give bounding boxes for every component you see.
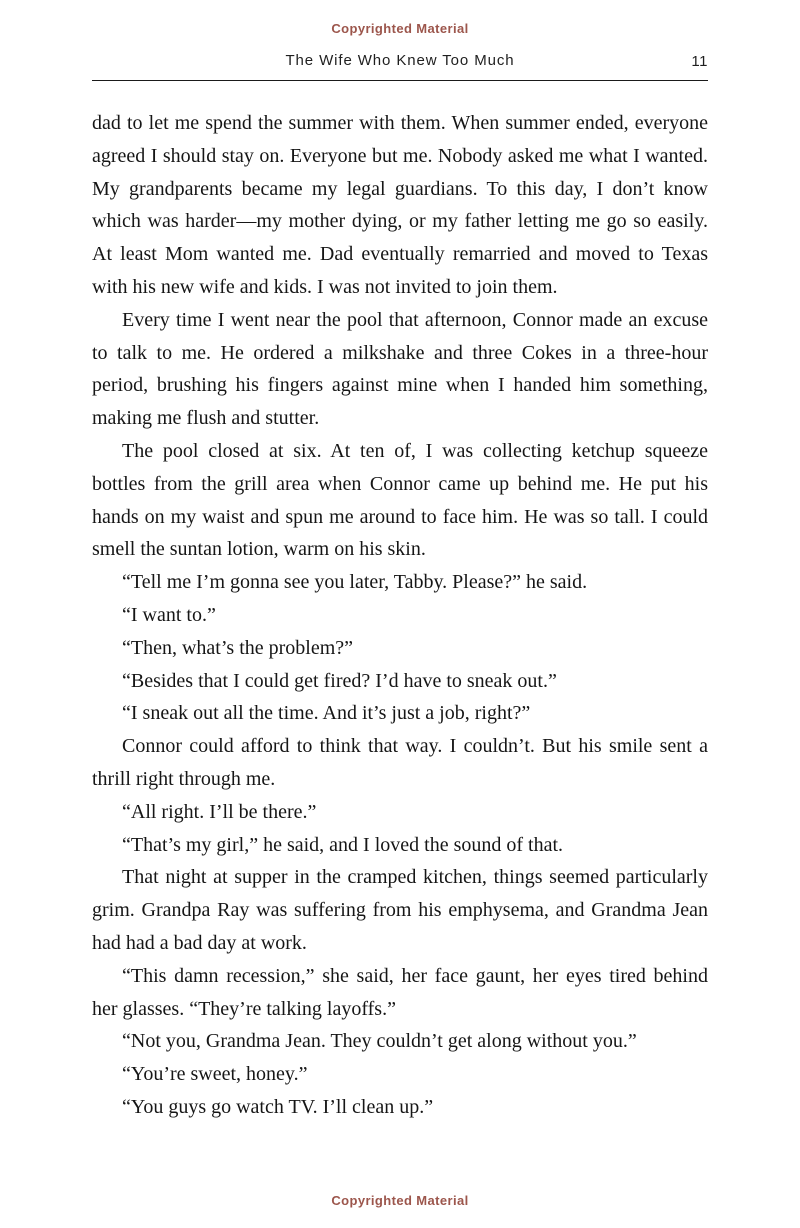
- paragraph: “Tell me I’m gonna see you later, Tabby. Please?” he said.: [122, 571, 588, 594]
- paragraph: “Then, what’s the problem?”: [122, 636, 354, 659]
- paragraph: “Not you, Grandma Jean. They couldn’t get along without you.”: [122, 1030, 637, 1053]
- copyright-notice-top: Copyrighted Material: [331, 21, 469, 36]
- paragraph: Connor could afford to think that way. I couldn’t. But his smile sent a thrill right through me.: [92, 735, 708, 790]
- paragraph: “Besides that I could get fired? I’d have to sneak out.”: [122, 669, 557, 692]
- paragraph: “All right. I’ll be there.”: [122, 800, 317, 823]
- paragraph: “This damn recession,” she said, her face gaunt, her eyes tired behind her glasses. “They’re talking layoffs.”: [92, 964, 708, 1020]
- body-text: [92, 107, 708, 1124]
- running-head-title: The Wife Who Knew Too Much: [285, 52, 515, 69]
- paragraph: The pool closed at six. At ten of, I was collecting ketchup squeeze bottles from the grill area when Connor came up behind me. He put his hands on my waist and spun me around to face him. He was so tall. I could smell the suntan lotion, warm on his skin.: [92, 439, 708, 561]
- copyright-notice-bottom: Copyrighted Material: [331, 1193, 469, 1208]
- paragraph: “I want to.”: [122, 603, 216, 626]
- page-header: [92, 52, 708, 81]
- paragraph: “You guys go watch TV. I’ll clean up.”: [122, 1095, 434, 1118]
- paragraph: dad to let me spend the summer with them. When summer ended, everyone agreed I should stay on. Everyone but me. Nobody asked me what I wanted. My grandparents became my legal guardians. To this day, I don’t know which was harder—my mother dying, or my father letting me go so easily. At least Mom wanted me. Dad eventually remarried and moved to Texas with his new wife and kids. I was not invited to join them.: [92, 112, 708, 298]
- paragraph: “That’s my girl,” he said, and I loved the sound of that.: [122, 833, 564, 856]
- paragraph: Every time I went near the pool that afternoon, Connor made an excuse to talk to me. He ordered a milkshake and three Cokes in a three-hour period, brushing his fingers against mine when I handed him something, making me flush and stutter.: [92, 308, 708, 430]
- paragraph: “I sneak out all the time. And it’s just a job, right?”: [122, 702, 531, 725]
- paragraph: “You’re sweet, honey.”: [122, 1063, 308, 1086]
- page-number: 11: [691, 53, 708, 70]
- paragraph: That night at supper in the cramped kitchen, things seemed particularly grim. Grandpa Ray was suffering from his emphysema, and Grandma Jean had had a bad day at work.: [92, 866, 708, 954]
